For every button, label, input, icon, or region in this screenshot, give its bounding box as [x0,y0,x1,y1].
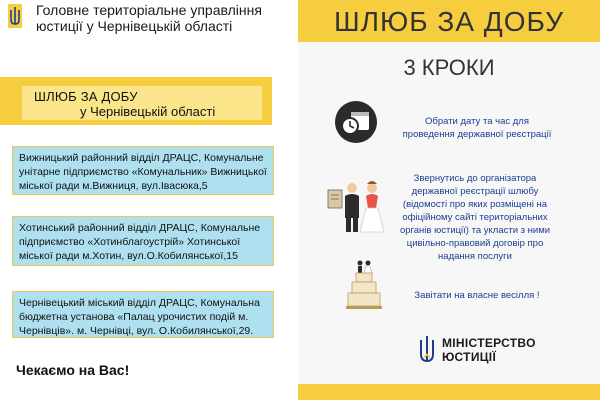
wedding-cake-icon [346,258,382,310]
office-card-vyzhnytsia: Вижницький районний відділ ДРАЦС, Комунальне унітарне підприємство «Комунальник» Вижницької міської ради м.Вижниця, вул.Івасюка,5 [12,146,274,195]
steps-heading: 3 КРОКИ [403,55,495,80]
office-card-chernivtsi: Чернівецький міський відділ ДРАЦС, Комунальна бюджетна установа «Палац урочистих подій м. Чернівців». м. Чернівці, вул. О.Кобилянської,29. [12,291,274,338]
banner-subtitle: у Чернівецькій області [80,104,216,119]
banner-title: ШЛЮБ ЗА ДОБУ [34,89,138,104]
ministry-logo [416,332,556,368]
step-2-text: Звернутись до організатора державної реєстрації шлюбу (відомості про яких розміщені на офіційному сайті територіальних органів юстиції) та укласти з ними цивільно-правовий договір про надання послуги [399,173,551,262]
ministry-line-2: ЮСТИЦІЇ [442,350,497,364]
couple-icon [326,178,388,234]
ministry-trident-icon [418,334,436,364]
closing-text: Чекаємо на Вас! [16,362,130,378]
header [4,0,292,40]
step-1-text: Обрати дату та час для проведення державної реєстрації [402,116,552,140]
banner [22,86,262,120]
office-card-khotyn: Хотинський районний відділ ДРАЦС, Комунальне підприємство «Хотинблагоустрій» Хотинської міської ради м.Хотин, вул.О.Кобилянської,15 [12,216,274,266]
header-line-1: Головне територіальне управління [36,2,262,18]
ministry-line-1: МІНІСТЕРСТВО [442,336,536,350]
left-panel [0,0,292,400]
calendar-clock-icon [334,100,378,144]
bottom-band [298,384,600,400]
header-line-2: юстиції у Чернівецькій області [36,18,233,34]
right-panel [298,0,600,400]
step-3-text: Завітати на власне весілля ! [414,290,540,301]
trident-emblem-icon [8,4,22,28]
right-title: ШЛЮБ ЗА ДОБУ [333,6,565,37]
